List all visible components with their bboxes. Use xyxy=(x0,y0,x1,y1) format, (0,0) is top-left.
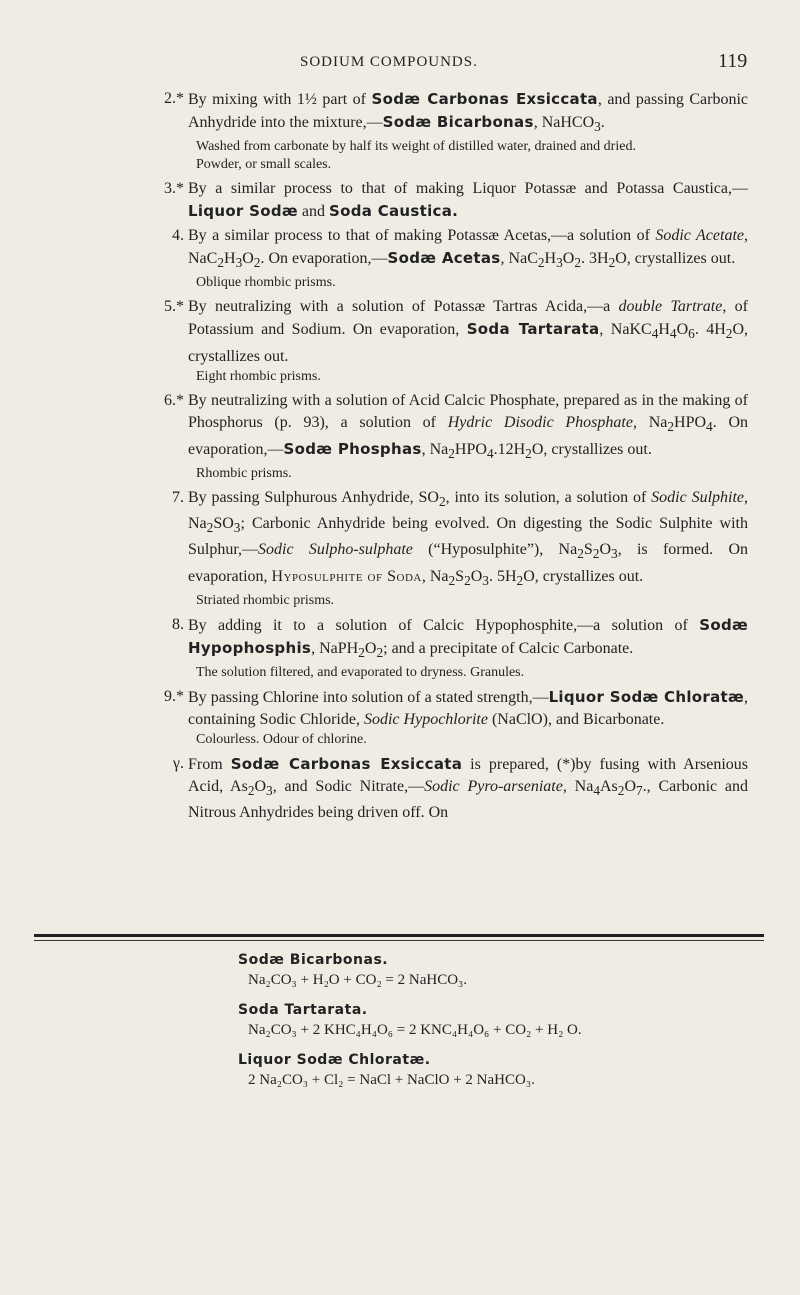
note-line: Colourless. Odour of chlorine. xyxy=(196,731,367,747)
reaction-equation: 2 Na₂CO₃ + Cl₂ = NaCl + NaClO + 2 NaHCO₃. xyxy=(248,1072,535,1088)
entry-text: By mixing with 1½ part of Sodæ Carbonas Exsiccata, and passing Carbonic Anhydride into the mixture,—Sodæ Bicarbonas, NaHCO$_3$. xyxy=(188,90,749,135)
reaction-title: Sodæ Bicarbonas. xyxy=(238,952,389,968)
section-divider-thin xyxy=(34,940,764,941)
entry xyxy=(172,614,748,682)
section-divider xyxy=(34,934,764,937)
entry-number: 3.* xyxy=(164,180,184,198)
entry-text: By passing Chlorine into solution of a stated strength,—Liquor Sodæ Chloratæ, containing Sodic Chloride, Sodic Hypochlorite (NaClO), and Bicarbonate. xyxy=(188,687,748,728)
entry xyxy=(164,88,749,174)
entry-text: From Sodæ Carbonas Exsiccata is prepared, (*)by fusing with Arsenious Acid, $As_2O_3$, and Sodic Nitrate,—Sodic Pyro-arseniate, $Na_4As_2O_7$., Carbonic and Nitrous Anhydrides being driven off. On xyxy=(188,754,749,822)
reactions-block xyxy=(238,950,758,1100)
reaction-title: Soda Tartarata. xyxy=(238,1002,368,1018)
page-number: 119 xyxy=(718,50,748,72)
note-line: Powder, or small scales. xyxy=(196,157,332,173)
entry-note xyxy=(196,664,748,682)
entry-number: 5.* xyxy=(164,298,184,316)
entry-text: By a similar process to that of making Potassæ Acetas,—a solution of Sodic Acetate, $NaC_2H_3O_2$. On evaporation,—Sodæ Acetas, $NaC_2H_3O_2$. $3H_2O$, crystallizes out. xyxy=(188,227,748,271)
reaction-equation: Na₂CO₃ + 2 KHC₄H₄O₆ = 2 KNC₄H₄O₆ + CO₂ + H₂ O. xyxy=(248,1022,582,1038)
note-line: Eight rhombic prisms. xyxy=(196,368,321,384)
reaction xyxy=(238,950,758,990)
entry-number: 4. xyxy=(172,227,184,245)
entry-number: γ. xyxy=(172,754,184,772)
entry-text: By neutralizing with a solution of Acid Calcic Phosphate, prepared as in the making of Phosphorus (p. 93), a solution of Hydric Disodic Phosphate, $Na_2HPO_4$. On evaporation,—Sodæ Phosphas, $Na_2HPO_4.12H_2O$, crystallizes out. xyxy=(188,391,748,461)
note-line: Striated rhombic prisms. xyxy=(196,592,335,608)
entry-number: 2.* xyxy=(164,90,184,107)
running-header xyxy=(0,48,800,72)
entry-note xyxy=(196,731,748,749)
reaction xyxy=(238,1050,758,1090)
entry xyxy=(172,487,749,610)
note-line: The solution filtered, and evaporated to dryness. Granules. xyxy=(196,664,525,680)
entry xyxy=(164,178,748,223)
entry-note xyxy=(196,592,748,610)
entry-note xyxy=(196,274,748,292)
entry-text: By passing Sulphurous Anhydride, $SO_2$, into its solution, a solution of Sodic Sulphite, $Na_2SO_3$; Carbonic Anhydride being evolved. On digesting the Sodic Sulphite with Sulphur,—Sodic Sulpho-sulphate (“Hyposulphite”), $Na_2S_2O_3$, is formed. On evaporation, Hyposulphite of Soda, $Na_2S_2O_3$. $5H_2O$, crystallizes out. xyxy=(188,488,749,588)
reaction xyxy=(238,1000,758,1040)
entry-number: 7. xyxy=(172,488,184,506)
entry-note xyxy=(196,465,748,483)
note-line: Rhombic prisms. xyxy=(196,465,292,481)
entry-text: By adding it to a solution of Calcic Hypophosphite,—a solution of Sodæ Hypophosphis, $NaPH_2O_2$; and a precipitate of Calcic Carbonate. xyxy=(188,615,748,660)
page-header-title: SODIUM COMPOUNDS. xyxy=(300,54,478,70)
entry xyxy=(164,686,748,749)
entry xyxy=(164,390,748,483)
entry xyxy=(164,296,749,385)
reaction-title: Liquor Sodæ Chloratæ. xyxy=(238,1052,431,1068)
entry-number: 8. xyxy=(172,615,184,633)
note-line: Washed from carbonate by half its weight of distilled water, drained and dried. xyxy=(196,139,636,155)
note-line: Oblique rhombic prisms. xyxy=(196,275,336,291)
entry xyxy=(172,225,748,292)
reaction-equation: Na₂CO₃ + H₂O + CO₂ = 2 NaHCO₃. xyxy=(248,972,468,988)
entry-note xyxy=(196,138,748,174)
entry-note xyxy=(196,368,748,386)
entry-number: 6.* xyxy=(164,391,184,409)
entry xyxy=(172,753,749,824)
entry-text: By a similar process to that of making Liquor Potassæ and Potassa Caustica,—Liquor Sodæ and Soda Caustica. xyxy=(188,180,748,221)
body-text xyxy=(164,88,749,826)
entry-number: 9.* xyxy=(164,687,184,705)
entry-text: By neutralizing with a solution of Potassæ Tartras Acida,—a double Tartrate, of Potassium and Sodium. On evaporation, Soda Tartarata, $NaKC_4H_4O_6$. $4H_2O$, crystallizes out. xyxy=(188,298,749,365)
